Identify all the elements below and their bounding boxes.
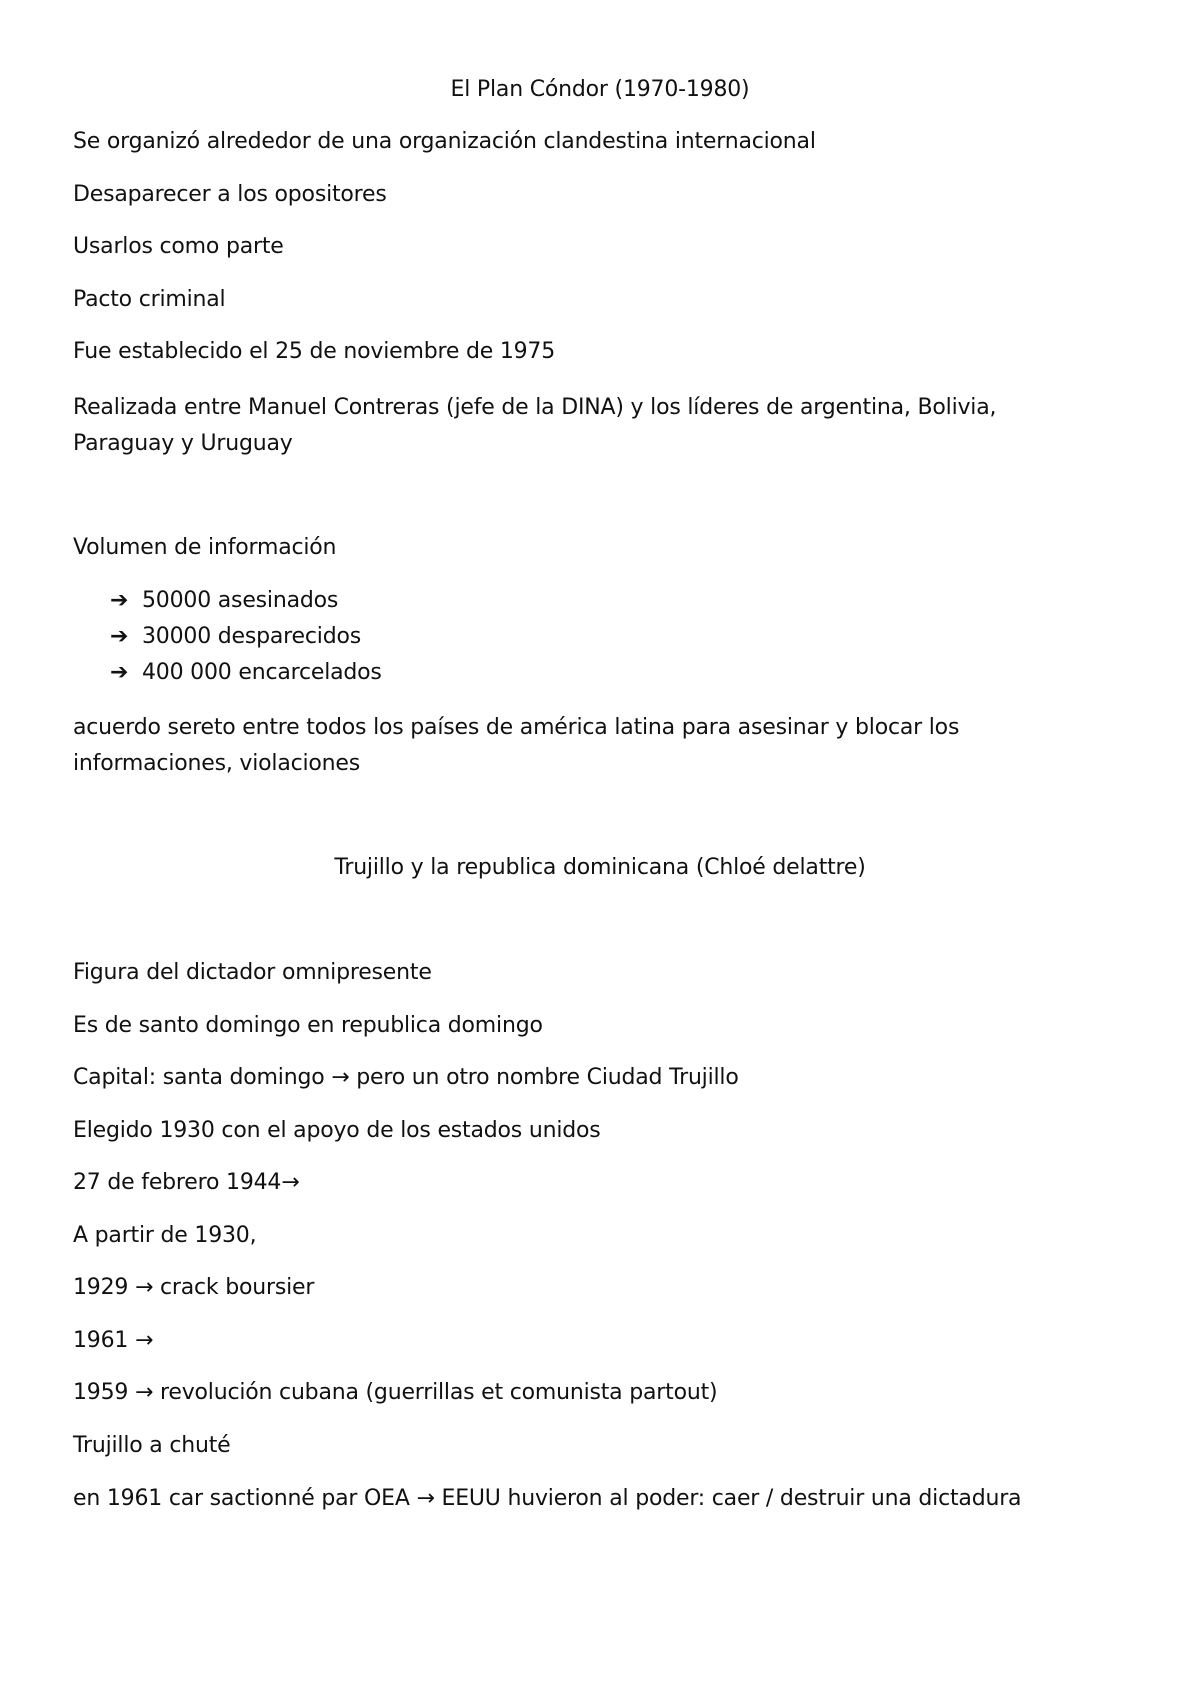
list-item-text: 400 000 encarcelados (142, 660, 382, 685)
text-line: Se organizó alrededor de una organización clandestina internacional (73, 129, 816, 154)
text-line: A partir de 1930, (73, 1223, 257, 1248)
text-line: Usarlos como parte (73, 234, 284, 259)
text-line: 1961 → (73, 1328, 154, 1353)
arrow-right-icon: ➔ (110, 624, 129, 649)
arrow-right-icon: ➔ (110, 660, 129, 685)
text-line: Elegido 1930 con el apoyo de los estados unidos (73, 1118, 601, 1143)
section-title-trujillo: Trujillo y la republica dominicana (Chloé delattre) (334, 855, 866, 880)
text-line: Desaparecer a los opositores (73, 182, 387, 207)
text-line: Figura del dictador omnipresente (73, 960, 432, 985)
arrow-right-icon: ➔ (110, 588, 129, 613)
subheading-volumen: Volumen de información (73, 535, 337, 560)
text-line: en 1961 car sactionné par OEA → EEUU huvieron al poder: caer / destruir una dictadura (73, 1486, 1022, 1511)
section-title-plan-condor: El Plan Cóndor (1970-1980) (450, 77, 750, 102)
text-line: 1959 → revolución cubana (guerrillas et comunista partout) (73, 1380, 718, 1405)
list-item-text: 30000 desparecidos (142, 624, 361, 649)
list-item (110, 583, 338, 619)
text-line: Fue establecido el 25 de noviembre de 1975 (73, 339, 556, 364)
paragraph-line: informaciones, violaciones (73, 751, 361, 776)
text-line: 1929 → crack boursier (73, 1275, 315, 1300)
text-line: Es de santo domingo en republica domingo (73, 1013, 543, 1038)
list-item (110, 655, 382, 691)
text-line: Capital: santa domingo → pero un otro nombre Ciudad Trujillo (73, 1065, 739, 1090)
list-item (110, 619, 361, 655)
text-line: Trujillo a chuté (73, 1433, 231, 1458)
text-line: Pacto criminal (73, 287, 226, 312)
paragraph-line: acuerdo sereto entre todos los países de américa latina para asesinar y blocar los (73, 715, 960, 740)
paragraph-line: Paraguay y Uruguay (73, 431, 293, 456)
list-item-text: 50000 asesinados (142, 588, 339, 613)
text-line: 27 de febrero 1944→ (73, 1170, 300, 1195)
paragraph-line: Realizada entre Manuel Contreras (jefe de la DINA) y los líderes de argentina, Bolivia, (73, 395, 997, 420)
